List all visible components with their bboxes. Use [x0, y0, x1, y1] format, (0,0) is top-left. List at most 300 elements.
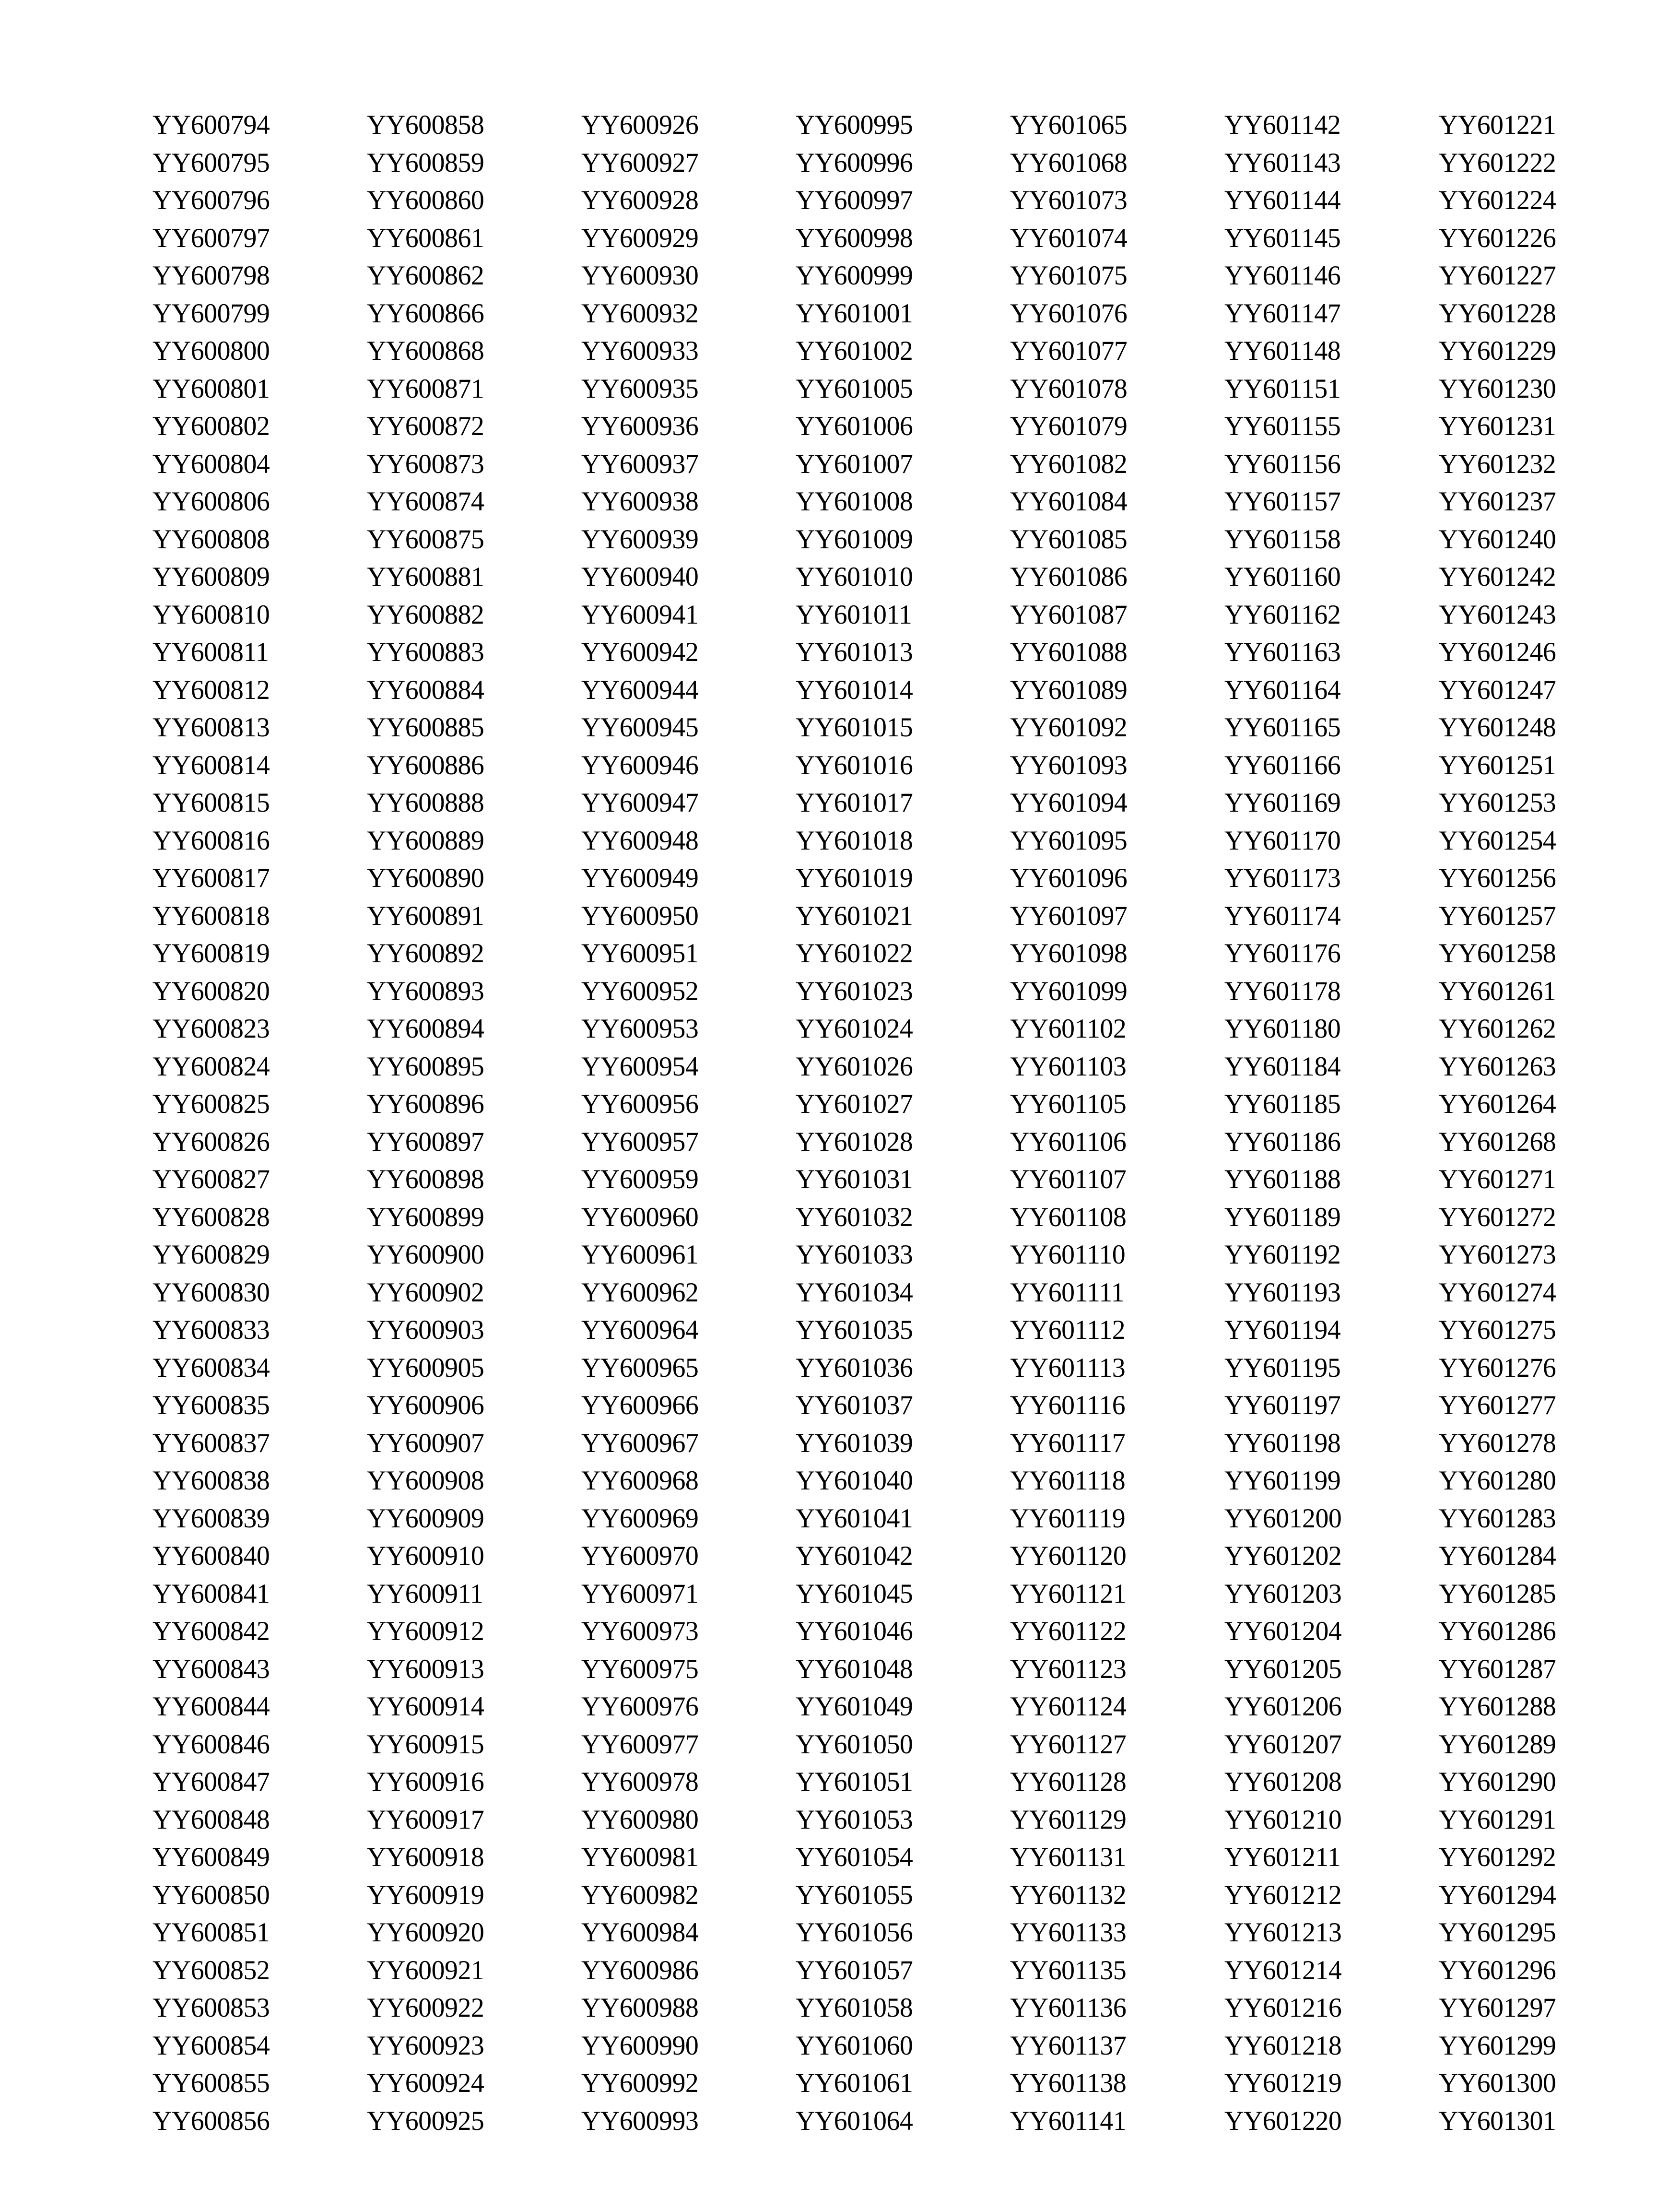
identifier-entry: YY601018 — [796, 825, 913, 856]
identifier-entry: YY600984 — [581, 1917, 699, 1948]
identifier-entry: YY601119 — [1010, 1503, 1126, 1534]
identifier-entry: YY601138 — [1010, 2068, 1127, 2098]
identifier-entry: YY600968 — [581, 1465, 699, 1496]
identifier-entry: YY600809 — [153, 562, 270, 592]
identifier-entry: YY601178 — [1224, 976, 1341, 1006]
identifier-entry: YY601294 — [1439, 1879, 1556, 1910]
identifier-entry: YY601011 — [796, 599, 912, 630]
identifier-entry: YY601002 — [796, 336, 913, 366]
identifier-entry: YY600915 — [367, 1729, 484, 1760]
identifier-entry: YY600939 — [581, 524, 699, 555]
identifier-entry: YY601103 — [1010, 1051, 1127, 1082]
identifier-entry: YY601262 — [1439, 1014, 1556, 1044]
identifier-entry: YY601105 — [1010, 1089, 1127, 1119]
identifier-entry: YY601271 — [1439, 1164, 1556, 1194]
identifier-entry: YY600844 — [153, 1691, 270, 1722]
identifier-entry: YY600833 — [153, 1315, 270, 1345]
identifier-entry: YY600961 — [581, 1240, 699, 1270]
identifier-entry: YY600875 — [367, 524, 484, 555]
identifier-entry: YY600986 — [581, 1955, 699, 1985]
identifier-entry: YY601136 — [1010, 1993, 1127, 2023]
identifier-entry: YY600982 — [581, 1879, 699, 1910]
identifier-entry: YY601256 — [1439, 863, 1556, 893]
identifier-entry: YY601203 — [1224, 1578, 1342, 1609]
identifier-entry: YY601299 — [1439, 2030, 1556, 2061]
identifier-entry: YY601286 — [1439, 1616, 1556, 1646]
identifier-entry: YY601263 — [1439, 1051, 1556, 1082]
identifier-entry: YY601133 — [1010, 1917, 1127, 1948]
identifier-entry: YY600817 — [153, 863, 270, 893]
identifier-entry: YY600929 — [581, 223, 699, 253]
identifier-entry: YY600811 — [153, 637, 269, 667]
identifier-entry: YY600861 — [367, 223, 484, 253]
identifier-entry: YY600848 — [153, 1804, 270, 1835]
identifier-entry: YY601288 — [1439, 1691, 1556, 1722]
identifier-entry: YY601137 — [1010, 2030, 1127, 2061]
identifier-entry: YY601166 — [1224, 750, 1341, 780]
identifier-entry: YY601165 — [1224, 712, 1341, 743]
identifier-entry: YY601118 — [1010, 1465, 1126, 1496]
identifier-entry: YY600936 — [581, 411, 699, 441]
identifier-entry: YY600973 — [581, 1616, 699, 1646]
identifier-entry: YY600837 — [153, 1428, 270, 1458]
identifier-entry: YY601095 — [1010, 825, 1128, 856]
identifier-entry: YY600906 — [367, 1390, 484, 1420]
identifier-entry: YY600812 — [153, 674, 270, 705]
identifier-entry: YY601010 — [796, 562, 913, 592]
identifier-entry: YY600948 — [581, 825, 699, 856]
identifier-entry: YY600918 — [367, 1842, 484, 1872]
identifier-entry: YY601040 — [796, 1465, 913, 1496]
identifier-entry: YY601124 — [1010, 1691, 1127, 1722]
identifier-entry: YY600884 — [367, 674, 484, 705]
identifier-entry: YY601216 — [1224, 1993, 1342, 2023]
identifier-entry: YY601087 — [1010, 599, 1128, 630]
identifier-entry: YY600829 — [153, 1240, 270, 1270]
identifier-entry: YY600808 — [153, 524, 270, 555]
identifier-entry: YY600971 — [581, 1578, 699, 1609]
identifier-entry: YY601198 — [1224, 1428, 1341, 1458]
identifier-entry: YY601051 — [796, 1767, 913, 1797]
identifier-entry: YY601157 — [1224, 486, 1341, 517]
identifier-entry: YY601272 — [1439, 1202, 1556, 1232]
identifier-entry: YY600965 — [581, 1352, 699, 1383]
identifier-column-6 — [1224, 106, 1439, 2140]
identifier-entry: YY600855 — [153, 2068, 270, 2098]
identifier-entry: YY601173 — [1224, 863, 1341, 893]
identifier-entry: YY600872 — [367, 411, 484, 441]
identifier-column-3 — [581, 106, 796, 2140]
identifier-entry: YY601034 — [796, 1277, 913, 1308]
identifier-entry: YY600945 — [581, 712, 699, 743]
identifier-entry: YY600927 — [581, 147, 699, 178]
identifier-entry: YY601093 — [1010, 750, 1128, 780]
identifier-entry: YY601275 — [1439, 1315, 1556, 1345]
identifier-entry: YY601227 — [1439, 260, 1556, 291]
identifier-entry: YY600883 — [367, 637, 484, 667]
identifier-entry: YY601036 — [796, 1352, 913, 1383]
identifier-entry: YY601268 — [1439, 1126, 1556, 1157]
identifier-entry: YY601205 — [1224, 1654, 1342, 1684]
identifier-entry: YY601170 — [1224, 825, 1341, 856]
identifier-entry: YY601013 — [796, 637, 913, 667]
identifier-entry: YY600886 — [367, 750, 484, 780]
identifier-entry: YY600949 — [581, 863, 699, 893]
identifier-entry: YY600988 — [581, 1993, 699, 2023]
identifier-entry: YY601186 — [1224, 1126, 1341, 1157]
identifier-entry: YY601110 — [1010, 1240, 1126, 1270]
identifier-entry: YY601155 — [1224, 411, 1341, 441]
identifier-entry: YY600841 — [153, 1578, 270, 1609]
identifier-entry: YY601204 — [1224, 1616, 1342, 1646]
identifier-entry: YY601076 — [1010, 298, 1128, 329]
identifier-entry: YY600935 — [581, 373, 699, 404]
identifier-entry: YY600824 — [153, 1051, 270, 1082]
identifier-entry: YY600992 — [581, 2068, 699, 2098]
identifier-entry: YY600953 — [581, 1014, 699, 1044]
identifier-entry: YY600797 — [153, 223, 270, 253]
identifier-entry: YY600930 — [581, 260, 699, 291]
identifier-entry: YY601074 — [1010, 223, 1128, 253]
identifier-entry: YY600802 — [153, 411, 270, 441]
identifier-entry: YY601248 — [1439, 712, 1556, 743]
identifier-entry: YY601116 — [1010, 1390, 1126, 1420]
identifier-entry: YY601014 — [796, 674, 913, 705]
identifier-entry: YY601301 — [1439, 2105, 1556, 2136]
identifier-entry: YY600806 — [153, 486, 270, 517]
identifier-entry: YY601211 — [1224, 1842, 1341, 1872]
identifier-entry: YY601026 — [796, 1051, 913, 1082]
identifier-entry: YY601121 — [1010, 1578, 1127, 1609]
identifier-entry: YY600827 — [153, 1164, 270, 1194]
identifier-entry: YY600799 — [153, 298, 270, 329]
identifier-entry: YY600975 — [581, 1654, 699, 1684]
identifier-entry: YY601015 — [796, 712, 913, 743]
identifier-entry: YY600957 — [581, 1126, 699, 1157]
identifier-entry: YY601053 — [796, 1804, 913, 1835]
identifier-entry: YY600853 — [153, 1993, 270, 2023]
identifier-entry: YY601108 — [1010, 1202, 1127, 1232]
identifier-entry: YY600810 — [153, 599, 270, 630]
identifier-entry: YY601073 — [1010, 185, 1128, 215]
identifier-entry: YY601049 — [796, 1691, 913, 1722]
identifier-entry: YY600993 — [581, 2105, 699, 2136]
identifier-entry: YY600960 — [581, 1202, 699, 1232]
identifier-entry: YY601185 — [1224, 1089, 1341, 1119]
identifier-entry: YY600843 — [153, 1654, 270, 1684]
identifier-entry: YY601089 — [1010, 674, 1128, 705]
identifier-entry: YY601257 — [1439, 900, 1556, 931]
identifier-entry: YY601273 — [1439, 1240, 1556, 1270]
identifier-entry: YY600795 — [153, 147, 270, 178]
identifier-entry: YY601086 — [1010, 562, 1128, 592]
identifier-column-2 — [367, 106, 581, 2140]
identifier-entry: YY601094 — [1010, 788, 1128, 818]
identifier-entry: YY600914 — [367, 1691, 484, 1722]
identifier-entry: YY600941 — [581, 599, 699, 630]
identifier-entry: YY600839 — [153, 1503, 270, 1534]
identifier-entry: YY601057 — [796, 1955, 913, 1985]
identifier-entry: YY601082 — [1010, 449, 1128, 479]
identifier-entry: YY601148 — [1224, 336, 1341, 366]
identifier-entry: YY601088 — [1010, 637, 1128, 667]
identifier-entry: YY600899 — [367, 1202, 484, 1232]
identifier-entry: YY601146 — [1224, 260, 1341, 291]
identifier-entry: YY601200 — [1224, 1503, 1342, 1534]
identifier-entry: YY601061 — [796, 2068, 913, 2098]
identifier-entry: YY600926 — [581, 110, 699, 140]
identifier-entry: YY601160 — [1224, 562, 1341, 592]
identifier-entry: YY601230 — [1439, 373, 1556, 404]
identifier-entry: YY600920 — [367, 1917, 484, 1948]
identifier-entry: YY601145 — [1224, 223, 1341, 253]
identifier-entry: YY600890 — [367, 863, 484, 893]
identifier-entry: YY601023 — [796, 976, 913, 1006]
identifier-entry: YY601202 — [1224, 1541, 1342, 1571]
identifier-entry: YY600921 — [367, 1955, 484, 1985]
identifier-entry: YY600923 — [367, 2030, 484, 2061]
identifier-entry: YY600894 — [367, 1014, 484, 1044]
identifier-entry: YY601099 — [1010, 976, 1128, 1006]
identifier-entry: YY600956 — [581, 1089, 699, 1119]
identifier-entry: YY601199 — [1224, 1465, 1341, 1496]
identifier-entry: YY601163 — [1224, 637, 1341, 667]
identifier-entry: YY600925 — [367, 2105, 484, 2136]
identifier-entry: YY600859 — [367, 147, 484, 178]
identifier-entry: YY601254 — [1439, 825, 1556, 856]
identifier-entry: YY601232 — [1439, 449, 1556, 479]
identifier-entry: YY601096 — [1010, 863, 1128, 893]
identifier-entry: YY600946 — [581, 750, 699, 780]
identifier-entry: YY600910 — [367, 1541, 484, 1571]
identifier-entry: YY600891 — [367, 900, 484, 931]
identifier-entry: YY601224 — [1439, 185, 1556, 215]
identifier-entry: YY601156 — [1224, 449, 1341, 479]
identifier-entry: YY601132 — [1010, 1879, 1127, 1910]
identifier-entry: YY600952 — [581, 976, 699, 1006]
identifier-entry: YY600990 — [581, 2030, 699, 2061]
identifier-entry: YY601032 — [796, 1202, 913, 1232]
identifier-entry: YY601033 — [796, 1240, 913, 1270]
identifier-entry: YY600981 — [581, 1842, 699, 1872]
identifier-entry: YY600911 — [367, 1578, 483, 1609]
identifier-entry: YY601226 — [1439, 223, 1556, 253]
identifier-entry: YY600874 — [367, 486, 484, 517]
identifier-entry: YY601296 — [1439, 1955, 1556, 1985]
identifier-column-4 — [796, 106, 1010, 2140]
identifier-entry: YY601147 — [1224, 298, 1341, 329]
identifier-entry: YY600944 — [581, 674, 699, 705]
identifier-entry: YY601112 — [1010, 1315, 1126, 1345]
identifier-entry: YY601214 — [1224, 1955, 1342, 1985]
identifier-entry: YY600888 — [367, 788, 484, 818]
identifier-entry: YY601141 — [1010, 2105, 1127, 2136]
identifier-entry: YY601142 — [1224, 110, 1341, 140]
identifier-entry: YY601143 — [1224, 147, 1341, 178]
identifier-entry: YY601039 — [796, 1428, 913, 1458]
identifier-entry: YY601027 — [796, 1089, 913, 1119]
identifier-entry: YY601218 — [1224, 2030, 1342, 2061]
identifier-entry: YY600909 — [367, 1503, 484, 1534]
identifier-entry: YY601188 — [1224, 1164, 1341, 1194]
identifier-entry: YY601206 — [1224, 1691, 1342, 1722]
identifier-entry: YY600825 — [153, 1089, 270, 1119]
identifier-column-5 — [1010, 106, 1224, 2140]
identifier-entry: YY600804 — [153, 449, 270, 479]
identifier-entry: YY601193 — [1224, 1277, 1341, 1308]
identifier-entry: YY601207 — [1224, 1729, 1342, 1760]
identifier-entry: YY601280 — [1439, 1465, 1556, 1496]
identifier-entry: YY601300 — [1439, 2068, 1556, 2098]
identifier-entry: YY600819 — [153, 938, 270, 969]
identifier-entry: YY601210 — [1224, 1804, 1342, 1835]
identifier-entry: YY601231 — [1439, 411, 1556, 441]
identifier-entry: YY601024 — [796, 1014, 913, 1044]
identifier-entry: YY600847 — [153, 1767, 270, 1797]
identifier-entry: YY600999 — [796, 260, 913, 291]
identifier-entry: YY601123 — [1010, 1654, 1127, 1684]
identifier-entry: YY600980 — [581, 1804, 699, 1835]
identifier-entry: YY601075 — [1010, 260, 1128, 291]
identifier-entry: YY601031 — [796, 1164, 913, 1194]
identifier-entry: YY600922 — [367, 1993, 484, 2023]
identifier-entry: YY601098 — [1010, 938, 1128, 969]
identifier-column-1 — [153, 106, 367, 2140]
identifier-entry: YY600917 — [367, 1804, 484, 1835]
identifier-entry: YY600854 — [153, 2030, 270, 2061]
identifier-entry: YY600851 — [153, 1917, 270, 1948]
identifier-entry: YY601169 — [1224, 788, 1341, 818]
identifier-entry: YY600919 — [367, 1879, 484, 1910]
identifier-entry: YY600794 — [153, 110, 270, 140]
identifier-entry: YY601162 — [1224, 599, 1341, 630]
identifier-entry: YY601122 — [1010, 1616, 1127, 1646]
identifier-entry: YY600937 — [581, 449, 699, 479]
identifier-entry: YY600873 — [367, 449, 484, 479]
identifier-entry: YY601295 — [1439, 1917, 1556, 1948]
identifier-column-7 — [1439, 106, 1653, 2140]
identifier-entry: YY600828 — [153, 1202, 270, 1232]
identifier-entry: YY600962 — [581, 1277, 699, 1308]
identifier-entry: YY600967 — [581, 1428, 699, 1458]
identifier-entry: YY600801 — [153, 373, 270, 404]
identifier-entry: YY601297 — [1439, 1993, 1556, 2023]
identifier-entry: YY601084 — [1010, 486, 1128, 517]
identifier-entry: YY601042 — [796, 1541, 913, 1571]
identifier-entry: YY601092 — [1010, 712, 1128, 743]
identifier-entry: YY600902 — [367, 1277, 484, 1308]
identifier-entry: YY601261 — [1439, 976, 1556, 1006]
identifier-entry: YY601197 — [1224, 1390, 1341, 1420]
identifier-entry: YY601017 — [796, 788, 913, 818]
identifier-entry: YY601176 — [1224, 938, 1341, 969]
identifier-entry: YY601079 — [1010, 411, 1128, 441]
identifier-entry: YY600816 — [153, 825, 270, 856]
identifier-entry: YY600835 — [153, 1390, 270, 1420]
identifier-entry: YY601135 — [1010, 1955, 1127, 1985]
identifier-entry: YY601028 — [796, 1126, 913, 1157]
identifier-entry: YY600813 — [153, 712, 270, 743]
identifier-entry: YY601019 — [796, 863, 913, 893]
identifier-entry: YY601055 — [796, 1879, 913, 1910]
identifier-entry: YY601056 — [796, 1917, 913, 1948]
identifier-entry: YY600932 — [581, 298, 699, 329]
identifier-entry: YY601009 — [796, 524, 913, 555]
identifier-entry: YY601240 — [1439, 524, 1556, 555]
identifier-entry: YY601016 — [796, 750, 913, 780]
identifier-entry: YY601113 — [1010, 1352, 1126, 1383]
identifier-entry: YY601158 — [1224, 524, 1341, 555]
identifier-entry: YY600913 — [367, 1654, 484, 1684]
identifier-entry: YY601065 — [1010, 110, 1128, 140]
identifier-entry: YY600954 — [581, 1051, 699, 1082]
identifier-entry: YY600951 — [581, 938, 699, 969]
identifier-entry: YY601058 — [796, 1993, 913, 2023]
identifier-entry: YY601001 — [796, 298, 913, 329]
identifier-entry: YY600818 — [153, 900, 270, 931]
identifier-entry: YY601045 — [796, 1578, 913, 1609]
identifier-entry: YY600860 — [367, 185, 484, 215]
identifier-entry: YY601208 — [1224, 1767, 1342, 1797]
identifier-entry: YY601221 — [1439, 110, 1556, 140]
identifier-entry: YY601189 — [1224, 1202, 1341, 1232]
identifier-entry: YY600850 — [153, 1879, 270, 1910]
identifier-entry: YY601274 — [1439, 1277, 1556, 1308]
identifier-entry: YY601078 — [1010, 373, 1128, 404]
identifier-entry: YY601247 — [1439, 674, 1556, 705]
identifier-entry: YY600842 — [153, 1616, 270, 1646]
identifier-entry: YY600898 — [367, 1164, 484, 1194]
identifier-entry: YY601242 — [1439, 562, 1556, 592]
identifier-entry: YY600882 — [367, 599, 484, 630]
identifier-entry: YY601111 — [1010, 1277, 1125, 1308]
identifier-entry: YY601287 — [1439, 1654, 1556, 1684]
identifier-entry: YY601041 — [796, 1503, 913, 1534]
identifier-entry: YY600834 — [153, 1352, 270, 1383]
identifier-entry: YY601184 — [1224, 1051, 1341, 1082]
identifier-entry: YY601292 — [1439, 1842, 1556, 1872]
identifier-entry: YY600903 — [367, 1315, 484, 1345]
identifier-entry: YY600998 — [796, 223, 913, 253]
identifier-entry: YY601222 — [1439, 147, 1556, 178]
identifier-entry: YY601276 — [1439, 1352, 1556, 1383]
identifier-entry: YY600940 — [581, 562, 699, 592]
identifier-entry: YY600970 — [581, 1541, 699, 1571]
identifier-entry: YY600885 — [367, 712, 484, 743]
identifier-entry: YY600947 — [581, 788, 699, 818]
identifier-entry: YY601068 — [1010, 147, 1128, 178]
identifier-entry: YY600959 — [581, 1164, 699, 1194]
identifier-entry: YY601102 — [1010, 1014, 1127, 1044]
identifier-entry: YY600964 — [581, 1315, 699, 1345]
identifier-entry: YY601005 — [796, 373, 913, 404]
identifier-entry: YY601127 — [1010, 1729, 1127, 1760]
identifier-entry: YY600942 — [581, 637, 699, 667]
identifier-entry: YY600908 — [367, 1465, 484, 1496]
identifier-entry: YY600897 — [367, 1126, 484, 1157]
identifier-entry: YY601289 — [1439, 1729, 1556, 1760]
identifier-entry: YY601246 — [1439, 637, 1556, 667]
identifier-entry: YY601054 — [796, 1842, 913, 1872]
identifier-entry: YY601035 — [796, 1315, 913, 1345]
identifier-entry: YY601192 — [1224, 1240, 1341, 1270]
identifier-entry: YY601174 — [1224, 900, 1341, 931]
identifier-entry: YY600924 — [367, 2068, 484, 2098]
identifier-entry: YY600823 — [153, 1014, 270, 1044]
identifier-entry: YY600976 — [581, 1691, 699, 1722]
identifier-entry: YY601064 — [796, 2105, 913, 2136]
identifier-entry: YY600907 — [367, 1428, 484, 1458]
